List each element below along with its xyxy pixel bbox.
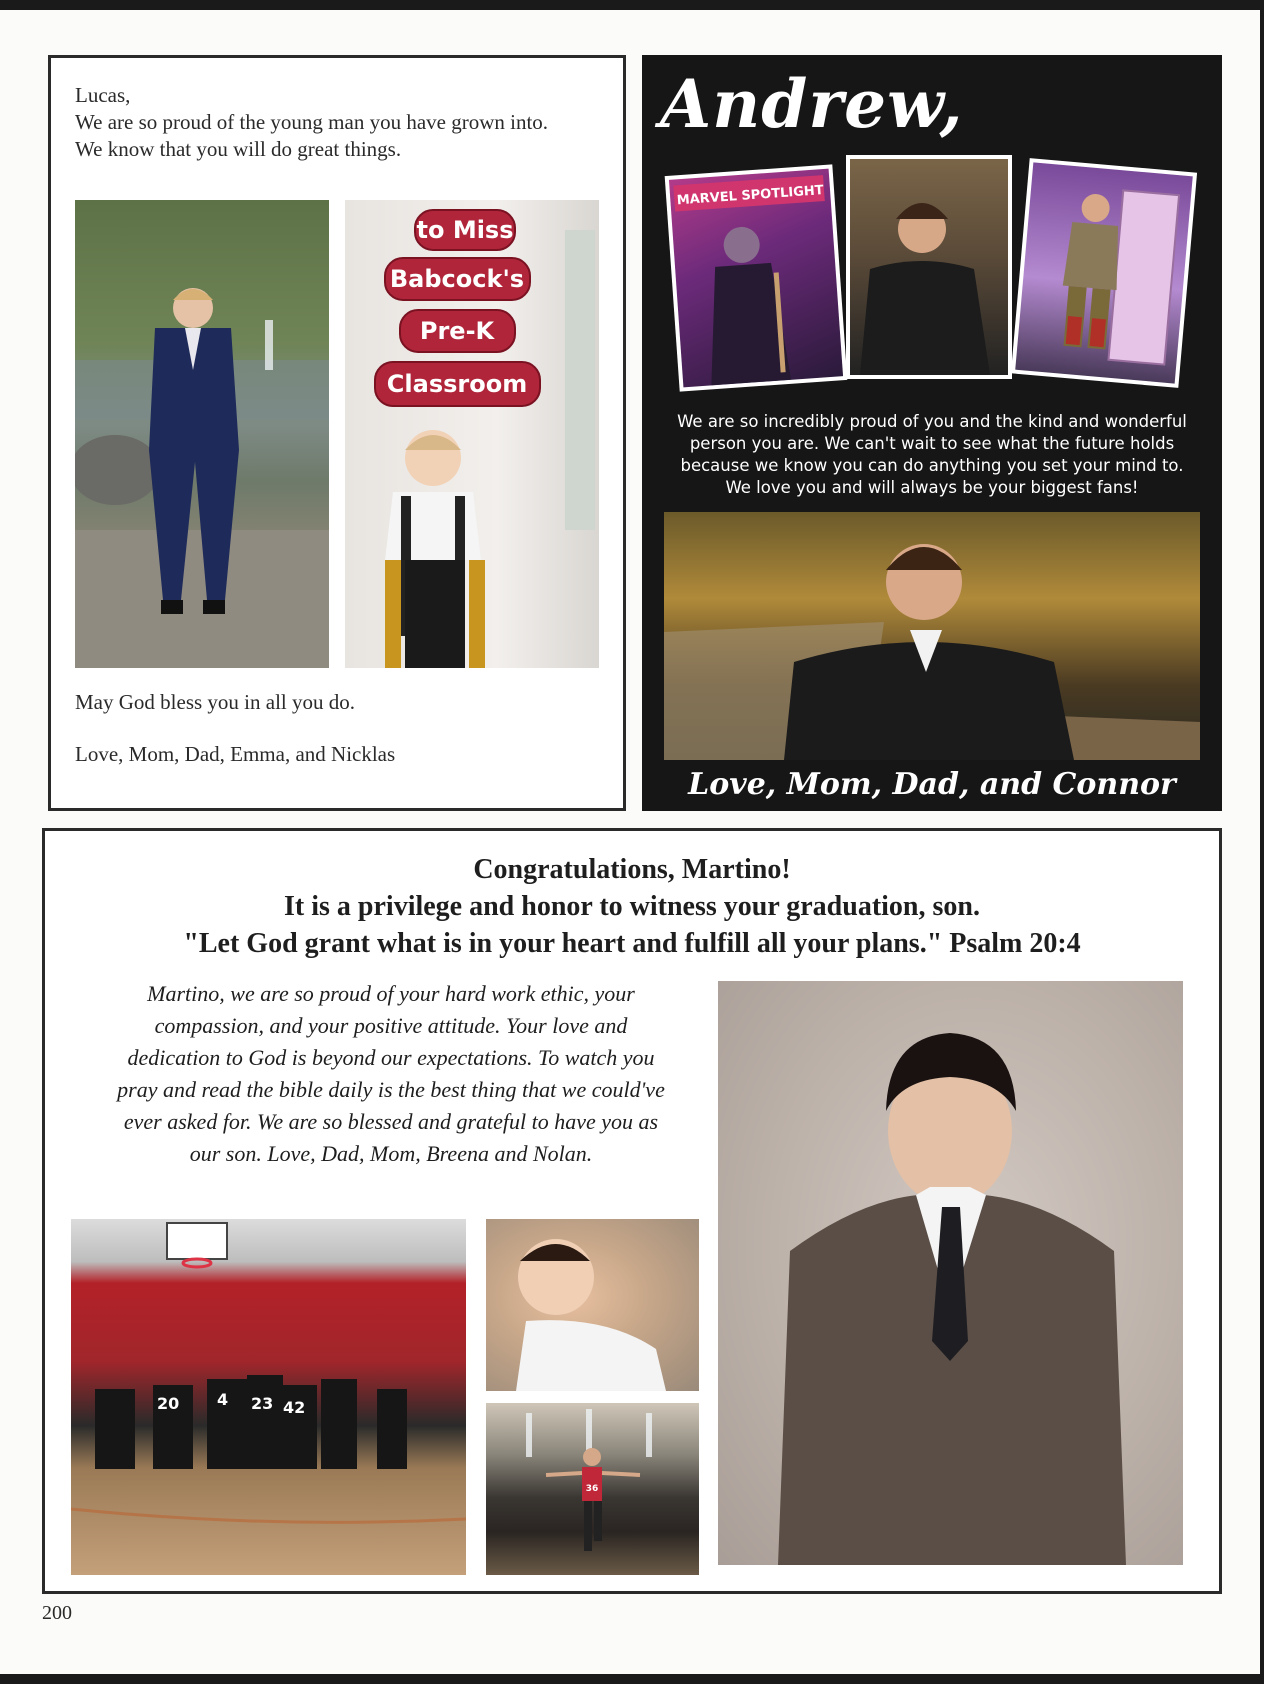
page-number: 200 [42,1602,72,1624]
jersey-number-36: 36 [585,1484,599,1494]
lucas-signature: Love, Mom, Dad, Emma, and Nicklas [75,742,396,766]
andrew-photo-bridge [664,512,1200,760]
martino-photo-fountain-art [486,1403,699,1575]
martino-message-line-3: dedication to God is beyond our expectations. To watch you [127,1045,655,1070]
lucas-line-1: We are so proud of the young man you have grown into. [75,110,549,134]
andrew-message-line-4: We love you and will always be your biggest fans! [725,478,1139,497]
andrew-photo-stage-1 [665,164,848,391]
martino-message [73,978,709,1170]
yearbook-page [0,10,1260,1674]
lucas-photo-formal [75,200,329,668]
martino-heading-line-2: It is a privilege and honor to witness your graduation, son. [284,891,980,922]
marvel-poster-text: MARVEL SPOTLIGHT [676,183,825,209]
lucas-line-2: We know that you will do great things. [75,137,402,161]
lucas-photo-prek [345,200,599,668]
martino-heading-line-3: "Let God grant what is in your heart and fulfill all your plans." Psalm 20:4 [183,928,1081,959]
martino-photo-basketball [71,1219,466,1575]
andrew-photo-stage-2-art [1015,162,1193,383]
andrew-photo-bridge-art [664,512,1200,760]
andrew-message-line-1: We are so incredibly proud of you and the kind and wonderful [677,412,1187,431]
martino-photo-basketball-art [71,1219,466,1575]
lucas-greeting: Lucas, [75,83,131,107]
andrew-title: Andrew, [660,65,964,143]
jersey-number-20: 20 [157,1394,180,1413]
andrew-photo-stage-1-art [669,169,843,388]
andrew-photo-stage-2 [1011,158,1197,388]
martino-message-line-1: Martino, we are so proud of your hard work ethic, your [147,981,635,1006]
ad-lucas [48,55,626,811]
martino-photo-portrait [718,981,1183,1565]
andrew-signature: Love, Mom, Dad, and Connor [688,767,1176,802]
martino-photo-baby-art [486,1219,699,1391]
jersey-number-23: 23 [251,1394,274,1413]
lucas-message [75,82,615,163]
andrew-message [652,411,1212,499]
lucas-photo-prek-art [345,200,599,668]
martino-heading-line-1: Congratulations, Martino! [473,854,791,885]
prek-sign-line-2: Babcock's [389,265,525,293]
jersey-number-4: 4 [217,1390,229,1409]
martino-heading [45,851,1219,962]
andrew-message-line-2: person you are. We can't wait to see what the future holds [689,434,1175,453]
ad-andrew [642,55,1222,811]
prek-sign-line-1: to Miss [416,216,514,244]
martino-message-line-2: compassion, and your positive attitude. Your love and [154,1013,628,1038]
prek-sign-line-3: Pre-K [419,317,495,345]
martino-message-line-4: pray and read the bible daily is the best thing that we could've [117,1077,665,1102]
lucas-closing: May God bless you in all you do. [75,690,355,714]
prek-sign-line-4: Classroom [386,370,528,398]
ad-martino [42,828,1222,1594]
jersey-number-42: 42 [283,1398,306,1417]
andrew-message-line-3: because we know you can do anything you set your mind to. [680,456,1184,475]
andrew-photo-portrait [846,155,1012,379]
martino-message-line-5: ever asked for. We are so blessed and grateful to have you as [123,1109,659,1134]
martino-photo-baby [486,1219,699,1391]
lucas-photo-formal-art [75,200,329,668]
andrew-photo-portrait-art [850,159,1008,375]
martino-message-line-6: our son. Love, Dad, Mom, Breena and Nolan. [189,1141,593,1166]
martino-photo-fountain [486,1403,699,1575]
martino-photo-portrait-art [718,981,1183,1565]
